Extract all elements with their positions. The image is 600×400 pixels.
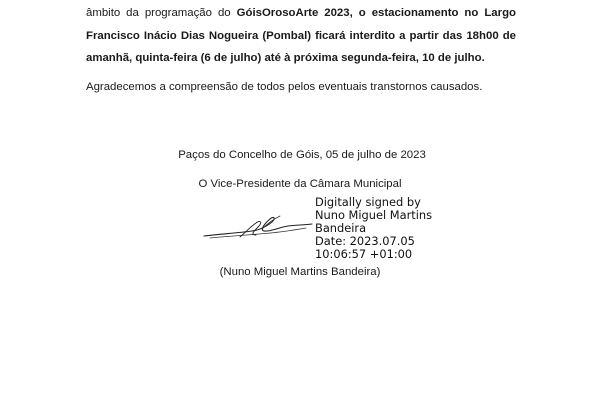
digital-signature-block [315, 196, 465, 261]
place-and-date: Paços do Concelho de Góis, 05 de julho de 2023 [178, 149, 426, 161]
digital-signature-line: Digitally signed by [315, 195, 421, 209]
signatory-printed-name: (Nuno Miguel Martins Bandeira) [219, 266, 381, 278]
thanks-paragraph: Agradecemos a compreensão de todos pelos eventuais transtornos causados. [86, 81, 483, 93]
notice-paragraph [86, 2, 516, 70]
digital-signature-line: Date: 2023.07.05 [315, 234, 415, 248]
handwritten-signature [200, 205, 315, 245]
notice-text-bold: , o estacionamento no Largo Francisco Inácio Dias Nogueira (Pombal) ficará interdito a partir das 18h00 de amanhã, quinta-feira (6 de julho) até à próxima segunda-feira, 10 de julho. [86, 7, 516, 64]
digital-signature-line: Bandeira [315, 221, 367, 235]
notice-text-start: âmbito da programação do [86, 7, 237, 19]
digital-signature-line: 10:06:57 +01:00 [315, 247, 413, 261]
signatory-role: O Vice-Presidente da Câmara Municipal [198, 178, 402, 190]
event-name: GóisOrosoArte 2023 [236, 7, 350, 19]
digital-signature-line: Nuno Miguel Martins [315, 208, 433, 222]
